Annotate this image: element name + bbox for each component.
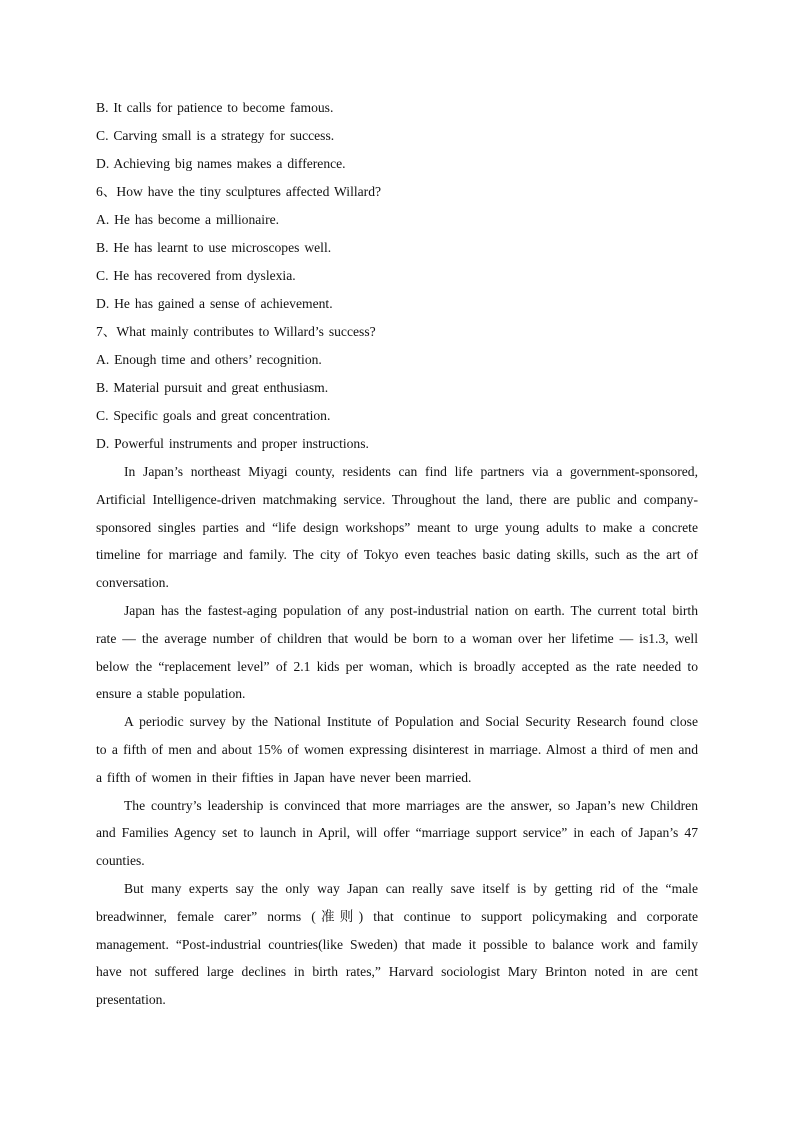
option-7a: A. Enough time and others’ recognition. [96, 352, 322, 367]
passage-paragraph-5: But many experts say the only way Japan can really save itself is by getting rid of the “male breadwinner, female carer” norms (准则) that continue to support policymaking and corporate management. “Post-industrial countries(like Sweden) that made it possible to balance work and family have not suffered large declines in birth rates,” Harvard sociologist Mary Brinton noted in are cent presentation. [96, 880, 698, 1008]
passage-paragraph-4: The country’s leadership is convinced that more marriages are the answer, so Japan’s new Children and Families Agency set to launch in April, will offer “marriage support service” in each of Japan’s 47 counties. [96, 797, 698, 869]
option-5c: C. Carving small is a strategy for success. [96, 128, 335, 143]
option-6c: C. He has recovered from dyslexia. [96, 268, 296, 283]
passage-paragraph-1: In Japan’s northeast Miyagi county, residents can find life partners via a government-sponsored, Artificial Intelligence-driven matchmaking service. Throughout the land, there are public and company-sponsored singles parties and “life design workshops” meant to urge young adults to make a concrete timeline for marriage and family. The city of Tokyo even teaches basic dating skills, such as the art of conversation. [96, 464, 698, 591]
question-7: 7、What mainly contributes to Willard’s success? [96, 324, 376, 339]
option-7d: D. Powerful instruments and proper instructions. [96, 436, 369, 451]
option-6a: A. He has become a millionaire. [96, 212, 280, 227]
option-6b: B. He has learnt to use microscopes well. [96, 240, 332, 255]
passage-paragraph-3: A periodic survey by the National Institute of Population and Social Security Research found close to a fifth of men and about 15% of women expressing disinterest in marriage. Almost a third of men and a fifth of women in their fifties in Japan have never been married. [96, 714, 698, 785]
option-6d: D. He has gained a sense of achievement. [96, 296, 333, 311]
question-6: 6、How have the tiny sculptures affected Willard? [96, 184, 382, 199]
option-7c: C. Specific goals and great concentration. [96, 408, 331, 423]
passage-paragraph-2: Japan has the fastest-aging population of any post-industrial nation on earth. The current total birth rate — the average number of children that would be born to a woman over her lifetime — is1.3, well below the “replacement level” of 2.1 kids per woman, which is broadly accepted as the rate needed to ensure a stable population. [96, 602, 698, 702]
option-5b: B. It calls for patience to become famous. [96, 100, 334, 115]
option-7b: B. Material pursuit and great enthusiasm. [96, 380, 329, 395]
document-page [96, 94, 698, 1014]
option-5d: D. Achieving big names makes a difference. [96, 156, 346, 171]
